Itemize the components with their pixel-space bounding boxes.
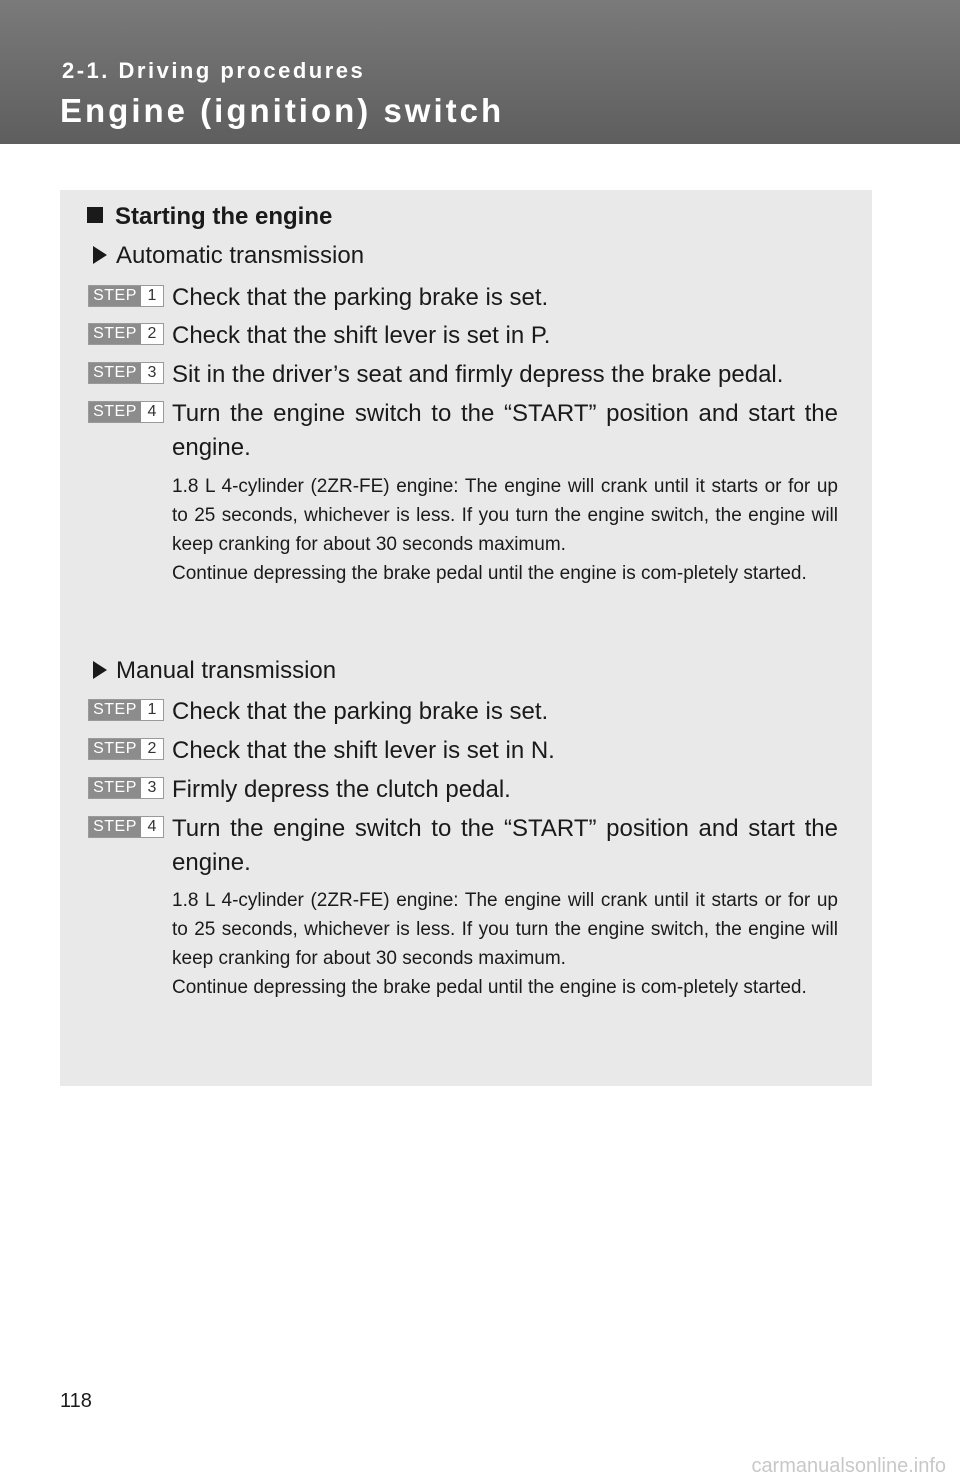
step-badge-label: STEP <box>89 324 141 344</box>
subheading-text: Manual transmission <box>116 657 337 684</box>
step-text: Sit in the driver’s seat and firmly depress the brake pedal. <box>172 361 784 388</box>
step-badge <box>88 285 164 307</box>
note-paragraph: Continue depressing the brake pedal until the engine is com-pletely started. <box>172 977 807 998</box>
manual-step-1 <box>88 695 838 729</box>
page-title: Engine (ignition) switch <box>60 92 505 129</box>
step-badge <box>88 777 164 799</box>
triangle-bullet-icon <box>93 661 107 679</box>
step-text: Turn the engine switch to the “START” position and start the engine. <box>172 815 838 876</box>
manual-note <box>172 886 838 1002</box>
triangle-bullet-icon <box>93 246 107 264</box>
step-text: Turn the engine switch to the “START” position and start the engine. <box>172 400 838 461</box>
note-paragraph: 1.8 L 4-cylinder (2ZR-FE) engine: The engine will crank until it starts or for up to 25 seconds, whichever is less. If you turn the engine switch, the engine will keep cranking for about 30 seconds maximum. <box>172 890 838 969</box>
step-text: Check that the parking brake is set. <box>172 698 549 725</box>
step-badge-number: 1 <box>141 700 163 720</box>
step-badge-label: STEP <box>89 778 141 798</box>
step-badge-label: STEP <box>89 286 141 306</box>
step-badge-label: STEP <box>89 402 141 422</box>
step-badge <box>88 738 164 760</box>
auto-step-4 <box>88 397 838 465</box>
step-badge-label: STEP <box>89 739 141 759</box>
heading-text: Starting the engine <box>115 203 333 230</box>
watermark: carmanualsonline.info <box>751 1455 946 1477</box>
subheading-text: Automatic transmission <box>116 242 365 269</box>
step-badge-label: STEP <box>89 817 141 837</box>
step-badge-number: 3 <box>141 778 163 798</box>
step-text: Firmly depress the clutch pedal. <box>172 776 511 803</box>
manual-step-4 <box>88 812 838 880</box>
page-number: 118 <box>60 1390 92 1412</box>
step-badge <box>88 401 164 423</box>
step-badge-label: STEP <box>89 700 141 720</box>
step-badge <box>88 816 164 838</box>
step-text: Check that the parking brake is set. <box>172 284 549 311</box>
manual-step-3 <box>88 773 838 807</box>
step-badge-number: 4 <box>141 817 163 837</box>
auto-step-3 <box>88 358 838 392</box>
chapter-header <box>0 0 960 144</box>
note-paragraph: 1.8 L 4-cylinder (2ZR-FE) engine: The engine will crank until it starts or for up to 25 seconds, whichever is less. If you turn the engine switch, the engine will keep cranking for about 30 seconds maximum. <box>172 476 838 555</box>
step-badge-number: 2 <box>141 324 163 344</box>
step-badge-number: 3 <box>141 363 163 383</box>
step-badge-number: 1 <box>141 286 163 306</box>
step-badge <box>88 362 164 384</box>
auto-note <box>172 472 838 588</box>
manual-step-2 <box>88 734 838 768</box>
auto-step-1 <box>88 281 838 315</box>
step-badge-number: 4 <box>141 402 163 422</box>
subheading-automatic <box>93 242 364 270</box>
step-text: Check that the shift lever is set in P. <box>172 322 551 349</box>
step-badge <box>88 699 164 721</box>
section-label: 2-1. Driving procedures <box>62 58 366 83</box>
step-badge-number: 2 <box>141 739 163 759</box>
step-badge-label: STEP <box>89 363 141 383</box>
subheading-manual <box>93 657 336 685</box>
step-badge <box>88 323 164 345</box>
note-paragraph: Continue depressing the brake pedal until the engine is com-pletely started. <box>172 563 807 584</box>
step-text: Check that the shift lever is set in N. <box>172 737 555 764</box>
auto-step-2 <box>88 319 838 353</box>
square-bullet-icon <box>87 207 103 223</box>
section-heading <box>87 203 332 231</box>
